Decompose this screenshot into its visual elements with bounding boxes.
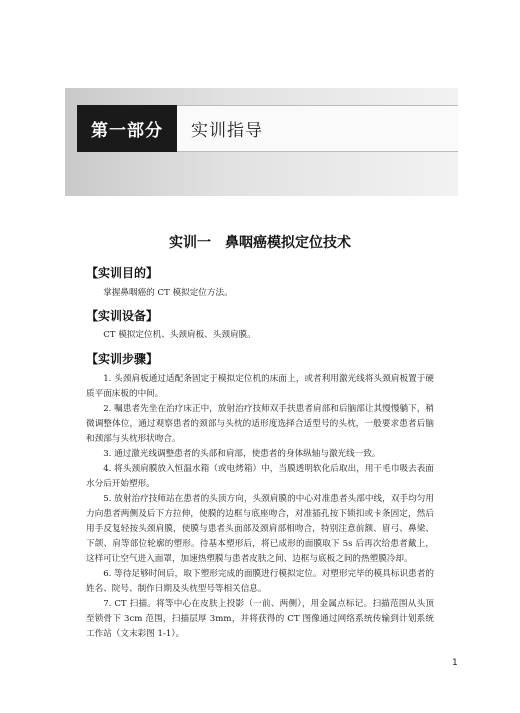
section-heading-steps: 【实训步骤】 <box>86 352 159 366</box>
step-paragraph: 5. 放射治疗技师站在患者的头顶方向，头颈肩膜的中心对准患者头部中线，双手均匀用力向患者两侧及后下方拉伸，使膜的边框与底座吻合，对准插孔按下锁扣或卡条固定，然后用手反复轻按头颈肩膜，使膜与患者头面部及颈肩部相吻合，特别注意前额、眉弓、鼻梁、下颌、肩等部位轮廓的塑形。待基本塑形后，将已成形的面膜取下 5s 后再次给患者戴上，这样可让空气进入面罩，加速热塑膜与患者皮肤之间、边框与底板之间的热塑膜冷却。 <box>86 494 434 564</box>
part-title: 实训指导 <box>177 105 458 152</box>
part-label: 第一部分 <box>77 105 177 152</box>
chapter-title: 实训一 鼻咽癌模拟定位技术 <box>169 235 351 251</box>
section-heading-purpose: 【实训目的】 <box>86 266 159 280</box>
step-paragraph: 7. CT 扫描。将等中心在皮肤上投影（一前、两侧），用金属点标记。扫描范围从头顶至锁骨下 3cm 范围，扫描层厚 3mm，并将获得的 CT 图像通过网络系统传输到计划系统工作站（文末彩图 1-1）。 <box>86 599 434 639</box>
section-heading-equipment: 【实训设备】 <box>86 309 159 323</box>
step-paragraph: 4. 将头颈肩膜放入恒温水箱（或电烤箱）中，当膜透明软化后取出，用干毛巾吸去表面水分后开始塑形。 <box>86 464 434 489</box>
purpose-paragraph: 掌握鼻咽癌的 CT 模拟定位方法。 <box>103 288 233 298</box>
step-paragraph: 6. 等待足够时间后，取下塑形完成的面膜进行模拟定位。对塑形完毕的模具标识患者的姓名、院号、制作日期及头枕型号等相关信息。 <box>86 569 434 594</box>
step-paragraph: 1. 头颈肩板通过适配条固定于模拟定位机的床面上，或者利用激光线将头颈肩板置于硬质平面床板的中间。 <box>86 374 434 399</box>
step-paragraph: 2. 嘱患者先坐在治疗床正中，放射治疗技师双手扶患者肩部和后脑部让其慢慢躺下，稍微调整体位，通过观察患者的颈部与头枕的适形度选择合适型号的头枕，一般要求患者后脑和颈部与头枕形状吻合。 <box>86 404 434 444</box>
step-paragraph: 3. 通过激光线调整患者的头部和肩部，使患者的身体纵轴与激光线一致。 <box>103 449 381 459</box>
page-number: 1 <box>452 658 458 668</box>
equipment-paragraph: CT 模拟定位机、头颈肩板、头颈肩膜。 <box>103 330 256 340</box>
